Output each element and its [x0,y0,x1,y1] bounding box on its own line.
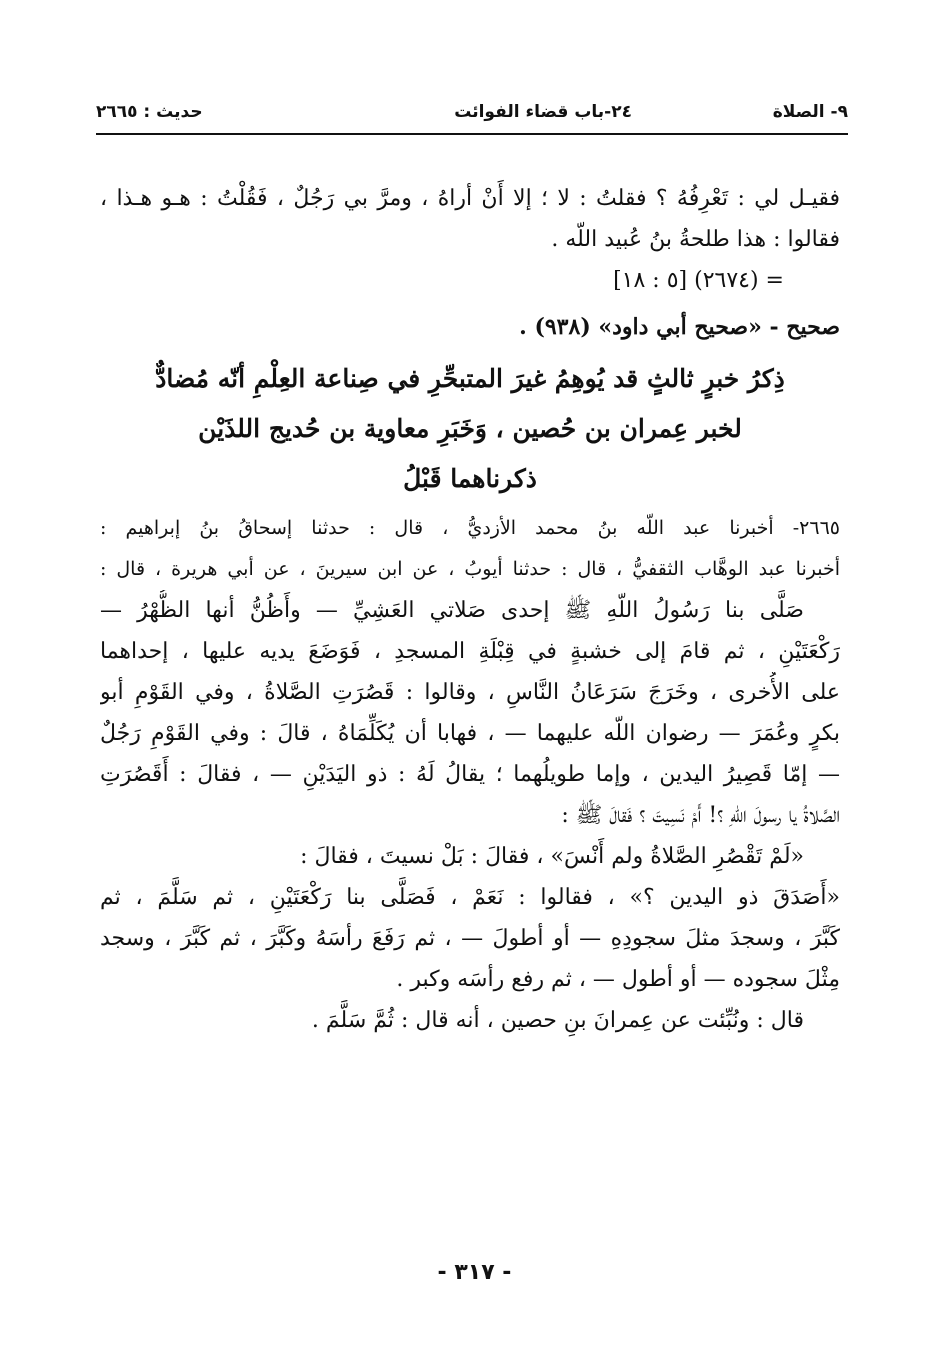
closing-line: قال : ونُبِّئت عن عِمرانَ بنِ حصين ، أنه قال : ثُمَّ سَلَّمَ . [311,1008,804,1033]
header-divider [96,133,848,135]
matn-line: رَكْعَتَيْنِ ، ثم قامَ إلى خشبةٍ في قِبْلَةِ المسجدِ ، فَوَضَعَ يديه عليها ، إحداهما [100,639,840,664]
isnad-line: ٢٦٦٥- أخبرنا عبد اللّه بنُ محمد الأزديُّ ، قال : حدثنا إسحاقُ بنُ إبراهيم : [100,517,840,539]
main-text [100,178,840,1041]
matn-line: «أَصَدَقَ ذو اليدين ؟» ، فقالوا : نَعَمْ ، فَصَلَّى بنا رَكْعَتَيْنِ ، ثم سَلَّمَ ، ثم [100,885,840,910]
matn-line: صَلَّى بنا رَسُولُ اللّهِ ﷺ إحدى صَلاتي العَشِيِّ — وأَظُنُّ أنها الظُّهْرُ — [100,598,804,623]
running-header [96,96,848,130]
matn-line: على الأُخرى ، وخَرَجَ سَرَعَانُ النَّاسِ ، وقالوا : قَصُرَتِ الصَّلاةُ ، وفي القَوْمِ أبو [100,680,840,705]
matn-line: مِثْلَ سجوده — أو أطول — ، ثم رفع رأسَه وكبر . [396,967,840,992]
chapter-heading-line: ذِكرُ خبرٍ ثالثٍ قد يُوهِمُ غيرَ المتبحِّرِ في صِناعة العِلْمِ أنّه مُضادٌّ [155,364,785,393]
text-line: فقيـل لي : تَعْرِفُهُ ؟ فقلتُ : لا ؛ إلا أَنْ أراهُ ، ومرَّ بي رَجُلٌ ، فَقُلْتُ : هـو هـذا ، [100,186,840,211]
page-number: - ٣١٧ - [437,1260,512,1285]
isnad-line: أخبرنا عبد الوهَّاب الثقفيُّ ، قال : حدثنا أيوبُ ، عن ابن سيرينَ ، عن أبي هريرة ، قال : [100,558,840,580]
matn-line: الصَّلاةُ يا رسولَ اللّهِ ؟! أَمْ نَسِيتَ ؟ فَقالَ ﷺ : [561,803,840,828]
matn-line: بكرٍ وعُمَرَ — رضوان اللّه عليهما — ، فهابا أن يُكَلِّمَاهُ ، قالَ : وفي القَوْمِ رَجُلٌ [100,721,840,746]
matn-line: كَبَّرَ ، وسجدَ مثلَ سجودِهِ — أو أطولَ — ، ثم رَفَعَ رأسَهُ وكَبَّرَ ، ثم كَبَّرَ ، وسجد [100,926,840,951]
hadith-grading: صحيح - «صحيح أبي داود» (٩٣٨) . [519,314,840,340]
chapter-title: ٩- الصلاة [772,102,848,122]
cross-reference: = (٢٦٧٤) [٥ : ١٨] [613,268,784,293]
chapter-heading-line: ذكرناهما قَبْلُ [403,464,537,493]
section-title: ٢٤-باب قضاء الفوائت [454,102,632,122]
chapter-heading-line: لخبر عِمران بن حُصين ، وَخَبَرِ معاوية بن حُديج اللذَيْن [198,414,742,443]
prophet-quote: «لَمْ تَقْصُرِ الصَّلاةُ ولم أَنْسَ» ، فقالَ : بَلْ نسيتَ ، فقالَ : [300,844,804,869]
hadith-number: حديث : ٢٦٦٥ [96,102,203,122]
matn-line: — إمّا قَصِيرُ اليدين ، وإما طويلُهما ؛ يقالُ لَهُ : ذو اليَدَيْنِ — ، فقالَ : أَقَصُرَتِ [100,762,840,787]
text-line: فقالوا : هذا طلحةُ بنُ عُبيد اللّه . [551,227,840,252]
